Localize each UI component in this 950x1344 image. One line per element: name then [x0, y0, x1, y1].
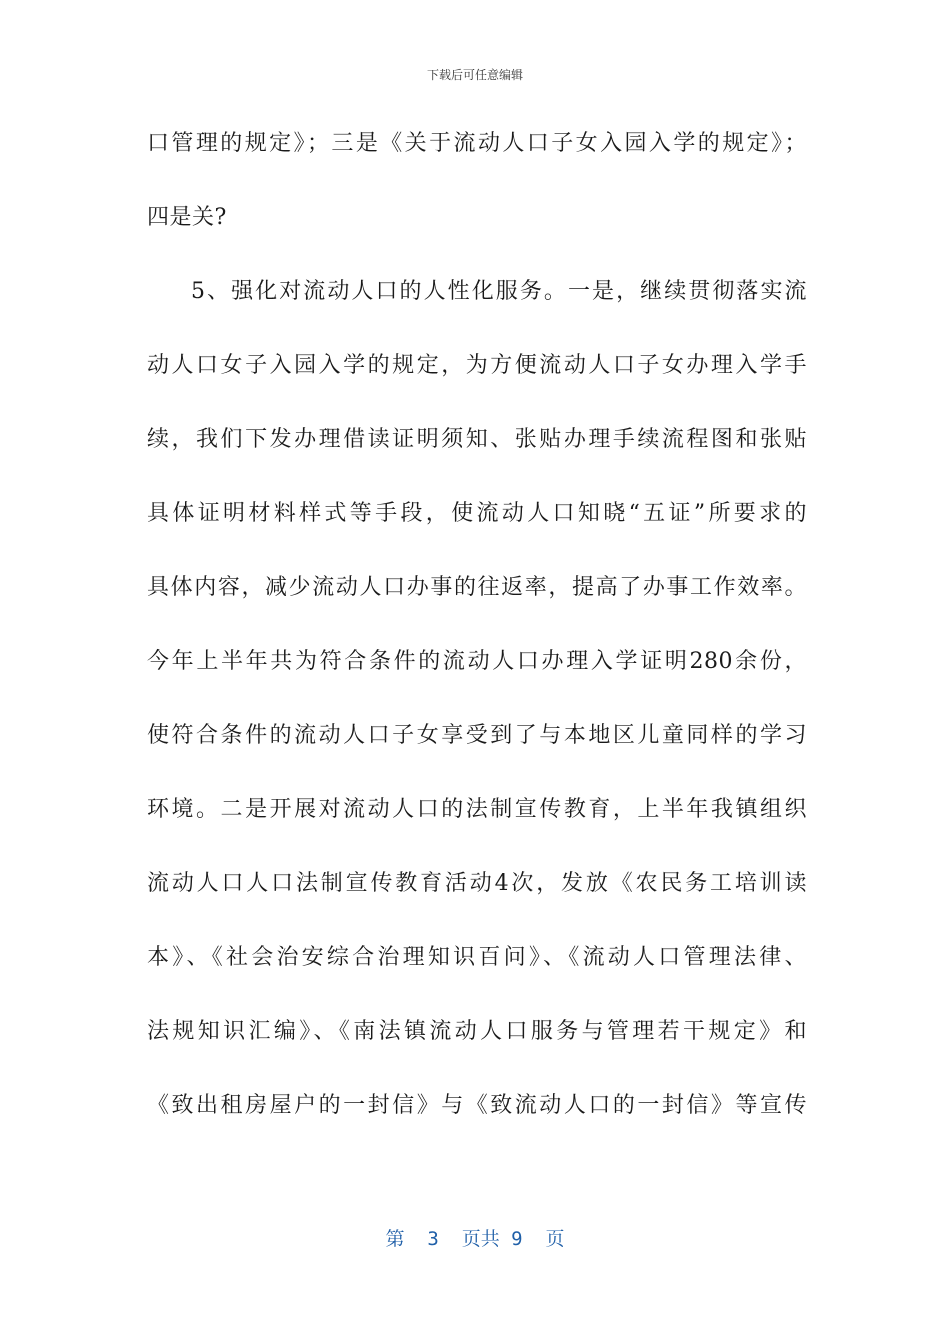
- header-note: 下载后可任意编辑: [426, 68, 523, 82]
- page-number-footer: 第 3 页共 9 页: [385, 1228, 565, 1250]
- paragraph-line: 5、强化对流动人口的人性化服务。一是，继续贯彻落实流: [191, 279, 807, 304]
- paragraph-line: 使符合条件的流动人口子女享受到了与本地区儿童同样的学习: [147, 723, 807, 748]
- document-body: [147, 118, 807, 1154]
- paragraph-line: 具体证明材料样式等手段，使流动人口知晓“五证”所要求的: [147, 501, 807, 526]
- paragraph-line: 《致出租房屋户的一封信》与《致流动人口的一封信》等宣传: [147, 1093, 807, 1118]
- paragraph-line: 流动人口人口法制宣传教育活动4次，发放《农民务工培训读: [147, 871, 807, 896]
- paragraph-line: 本》、《社会治安综合治理知识百问》、《流动人口管理法律、: [147, 945, 807, 970]
- paragraph-line: 续，我们下发办理借读证明须知、张贴办理手续流程图和张贴: [147, 427, 807, 452]
- paragraph-line: 环境。二是开展对流动人口的法制宣传教育，上半年我镇组织: [147, 797, 807, 822]
- paragraph-line: 具体内容，减少流动人口办事的往返率，提高了办事工作效率。: [147, 575, 807, 600]
- paragraph-line: 动人口女子入园入学的规定，为方便流动人口子女办理入学手: [147, 353, 807, 378]
- paragraph-line: 口管理的规定》；三是《关于流动人口子女入园入学的规定》；: [147, 131, 807, 156]
- paragraph-line: 法规知识汇编》、《南法镇流动人口服务与管理若干规定》和: [147, 1019, 807, 1044]
- paragraph-line: 四是关?: [147, 205, 227, 230]
- paragraph-line: 今年上半年共为符合条件的流动人口办理入学证明280余份，: [147, 649, 807, 674]
